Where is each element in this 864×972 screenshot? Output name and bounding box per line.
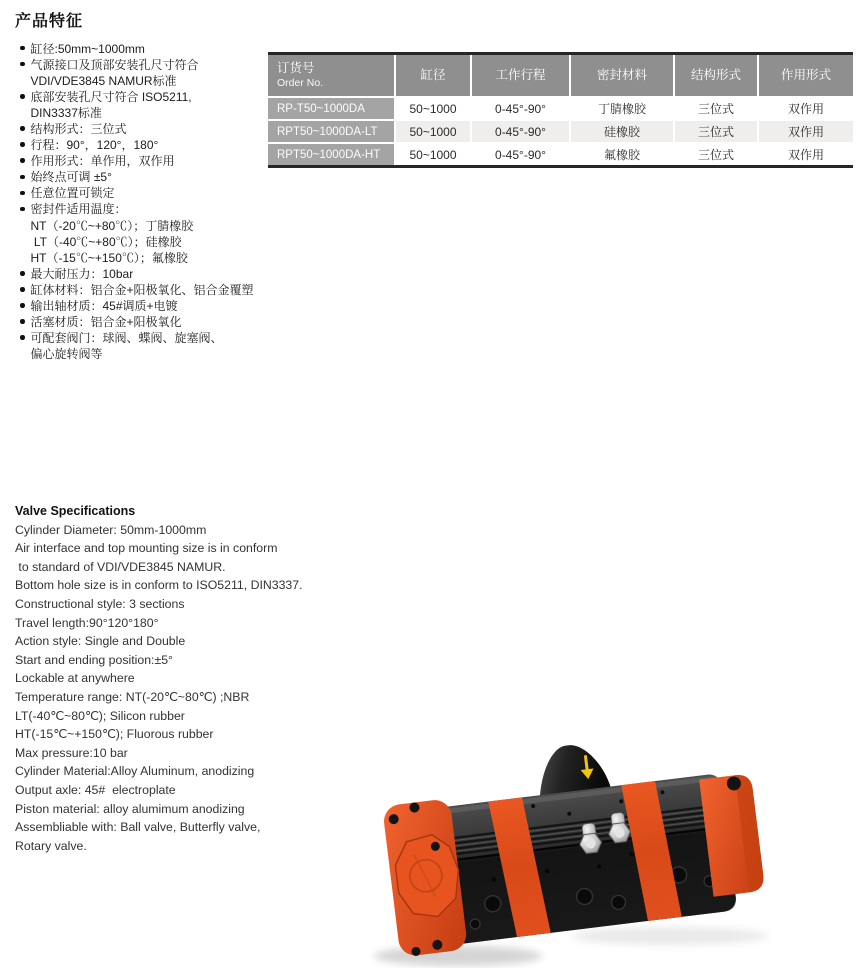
feature-line: [15, 265, 285, 281]
spec-line: Temperature range: NT(-20℃~80℃) ;NBR: [15, 689, 250, 704]
spec-line: Rotary valve.: [15, 838, 87, 853]
table-header-cell: [759, 55, 853, 96]
feature-text: VDI/VDE3845 NAMUR标准: [30, 73, 177, 88]
feature-text: 始终点可调 ±5°: [30, 170, 112, 185]
bullet-icon: [20, 158, 25, 163]
spec-line: Max pressure:10 bar: [15, 745, 128, 760]
bullet-icon: [20, 46, 25, 51]
bullet-icon: [20, 303, 25, 308]
feature-line: [15, 217, 285, 233]
cell-order-no: RP-T50~1000DA: [268, 98, 394, 119]
feature-text: 输出轴材质：45#调质+电镀: [30, 299, 178, 314]
feature-text: 缸径:50mm~1000mm: [30, 41, 145, 56]
cell-travel: 0-45°-90°: [472, 144, 569, 165]
valve-specs-heading: Valve Specifications: [15, 504, 136, 518]
spec-line: Action style: Single and Double: [15, 634, 186, 649]
bullet-icon: [20, 94, 25, 99]
bullet-icon: [20, 287, 25, 292]
feature-text: NT（-20℃~+80℃）；丁腈橡胶: [30, 218, 194, 233]
table-body: [268, 98, 853, 165]
cell-seal-material: 硅橡胶: [571, 121, 673, 142]
feature-text: 最大耐压力：10bar: [30, 266, 134, 281]
feature-text: 偏心旋转阀等: [30, 347, 103, 362]
spec-line: Start and ending position:±5°: [15, 652, 173, 667]
cell-order-no: RPT50~1000DA-LT: [268, 121, 394, 142]
spec-line: Travel length:90°120°180°: [15, 615, 159, 630]
table-header-row: [268, 55, 853, 96]
feature-text: 活塞材质：铝合金+阳极氧化: [30, 315, 182, 330]
feature-text: 底部安装孔尺寸符合 ISO5211,: [30, 89, 192, 104]
cell-bore: 50~1000: [396, 144, 470, 165]
cell-action: 双作用: [759, 144, 853, 165]
feature-line: [15, 298, 285, 314]
cell-order-no: RPT50~1000DA-HT: [268, 144, 394, 165]
table-header-cell: [675, 55, 757, 96]
table-header-cell: [472, 55, 569, 96]
table-header-cell: [396, 55, 470, 96]
bullet-icon: [20, 319, 25, 324]
spec-line: Constructional style: 3 sections: [15, 596, 185, 611]
feature-text: 任意位置可锁定: [30, 186, 115, 201]
bullet-icon: [20, 175, 25, 180]
spec-line: Piston material: alloy alumimum anodizing: [15, 801, 245, 816]
bullet-icon: [20, 271, 25, 276]
feature-line: [15, 72, 285, 88]
spec-table: [268, 52, 853, 168]
features-cn-list: [15, 40, 285, 362]
spec-line: Cylinder Diameter: 50mm-1000mm: [15, 522, 207, 537]
cell-structure: 三位式: [675, 144, 757, 165]
table-row: [268, 98, 853, 119]
feature-line: [15, 153, 285, 169]
spec-line: Lockable at anywhere: [15, 671, 135, 686]
feature-line: [15, 40, 285, 56]
feature-line: [15, 201, 285, 217]
feature-text: HT（-15℃~+150℃）；氟橡胶: [30, 250, 188, 265]
feature-text: DIN3337标准: [30, 105, 102, 120]
feature-line: [15, 249, 285, 265]
table-row: [268, 144, 853, 165]
feature-line: [15, 346, 285, 362]
bullet-icon: [20, 191, 25, 196]
table-row: [268, 121, 853, 142]
spec-line: Output axle: 45# electroplate: [15, 782, 176, 797]
feature-line: [15, 330, 285, 346]
spec-line: Cylinder Material:Alloy Aluminum, anodizing: [15, 764, 255, 779]
header-title: 结构形式: [690, 68, 741, 82]
product-photo: [370, 738, 770, 968]
feature-text: LT（-40℃~+80℃）；硅橡胶: [30, 234, 182, 249]
cell-structure: 三位式: [675, 98, 757, 119]
header-title: 订货号: [277, 60, 315, 75]
feature-text: 结构形式：三位式: [30, 122, 127, 137]
header-title: 缸径: [420, 68, 446, 82]
feature-line: [15, 137, 285, 153]
cell-bore: 50~1000: [396, 121, 470, 142]
cell-seal-material: 氟橡胶: [571, 144, 673, 165]
cell-travel: 0-45°-90°: [472, 98, 569, 119]
bullet-icon: [20, 62, 25, 67]
actuator-illustration: [370, 738, 770, 968]
feature-line: [15, 281, 285, 297]
header-title: 作用形式: [780, 68, 831, 82]
cell-bore: 50~1000: [396, 98, 470, 119]
spec-line: Air interface and top mounting size is in conform: [15, 541, 278, 556]
spec-line: to standard of VDI/VDE3845 NAMUR.: [15, 559, 226, 574]
spec-line: HT(-15℃~+150℃); Fluorous rubber: [15, 727, 214, 742]
bullet-icon: [20, 335, 25, 340]
cell-structure: 三位式: [675, 121, 757, 142]
feature-line: [15, 185, 285, 201]
feature-text: 密封件适用温度：: [30, 202, 127, 217]
cell-action: 双作用: [759, 98, 853, 119]
feature-line: [15, 314, 285, 330]
cell-seal-material: 丁腈橡胶: [571, 98, 673, 119]
table-header-cell: [571, 55, 673, 96]
feature-text: 可配套阀门：球阀、蝶阀、旋塞阀、: [30, 331, 223, 346]
header-title: 密封材料: [596, 68, 647, 82]
cell-action: 双作用: [759, 121, 853, 142]
feature-line: [15, 169, 285, 185]
valve-specs-lines: [15, 521, 395, 856]
feature-line: [15, 56, 285, 72]
feature-text: 缸体材料：铝合金+阳极氧化、铝合金覆塑: [30, 282, 254, 297]
feature-line: [15, 233, 285, 249]
page-title: 产品特征: [15, 13, 84, 30]
spec-line: LT(-40℃~80℃); Silicon rubber: [15, 708, 185, 723]
table-header-cell: [268, 55, 394, 96]
bullet-icon: [20, 142, 25, 147]
feature-line: [15, 88, 285, 104]
feature-text: 气源接口及顶部安装孔尺寸符合: [30, 57, 199, 72]
spec-line: Bottom hole size is in conform to ISO5211, DIN3337.: [15, 578, 303, 593]
cell-travel: 0-45°-90°: [472, 121, 569, 142]
bullet-icon: [20, 207, 25, 212]
valve-specifications: [15, 502, 395, 855]
feature-line: [15, 104, 285, 120]
header-subtitle: Order No.: [277, 76, 324, 89]
feature-text: 作用形式：单作用，双作用: [30, 154, 175, 169]
spec-line: Assembliable with: Ball valve, Butterfly valve,: [15, 820, 261, 835]
bullet-icon: [20, 126, 25, 131]
feature-line: [15, 120, 285, 136]
feature-text: 行程：90°，120°，180°: [30, 138, 159, 153]
header-title: 工作行程: [495, 68, 546, 82]
